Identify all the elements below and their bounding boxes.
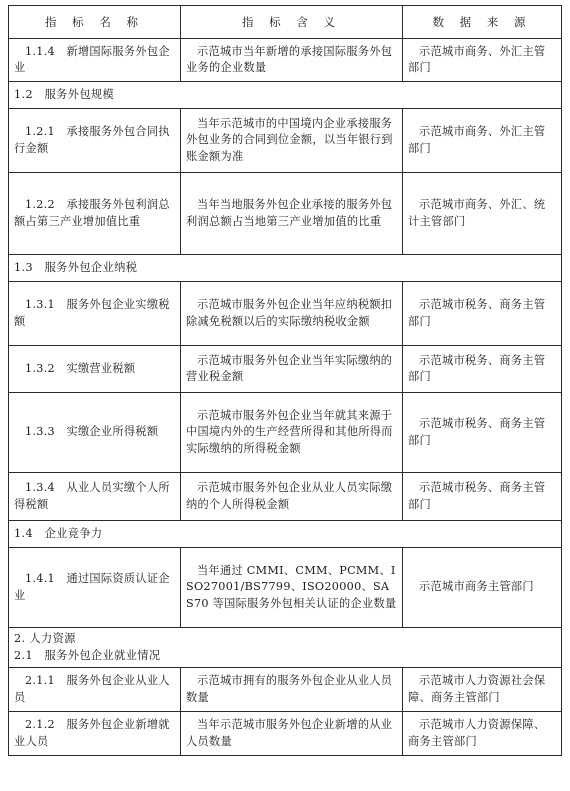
table-row: [9, 39, 562, 82]
section-heading-row: [9, 255, 562, 282]
section-heading: [9, 628, 562, 668]
indicator-meaning-cell: 当年示范城市的中国境内企业承接服务外包业务的合同到位金额，以当年银行到账金额为准: [181, 109, 403, 173]
indicator-name-cell: 2.1.1 服务外包企业从业人员: [9, 668, 181, 712]
table-body: [9, 39, 562, 756]
data-source-cell: 示范城市人力资源社会保障、商务主管部门: [403, 668, 562, 712]
indicator-meaning-cell: 示范城市服务外包企业从业人员实际缴纳的个人所得税金额: [181, 473, 403, 521]
data-source-cell: 示范城市商务、外汇主管部门: [403, 39, 562, 82]
section-heading-row: [9, 521, 562, 548]
indicator-meaning-cell: 示范城市服务外包企业当年实际缴纳的营业税金额: [181, 346, 403, 393]
header-data-source: 数 据 来 源: [403, 6, 562, 39]
section-heading-row: [9, 82, 562, 109]
table-row: [9, 712, 562, 756]
table-row: [9, 668, 562, 712]
table-row: [9, 548, 562, 628]
section-heading-line: 1.4 企业竞争力: [14, 526, 103, 540]
indicator-name-cell: 2.1.2 服务外包企业新增就业人员: [9, 712, 181, 756]
indicator-meaning-cell: 示范城市服务外包企业当年应纳税额扣除减免税额以后的实际缴纳税收金额: [181, 282, 403, 346]
indicator-name-cell: 1.1.4 新增国际服务外包企业: [9, 39, 181, 82]
section-heading-row: [9, 628, 562, 668]
section-heading: [9, 255, 562, 282]
section-heading-line: 1.3 服务外包企业纳税: [14, 260, 138, 274]
indicator-meaning-cell: 当年当地服务外包企业承接的服务外包利润总额占当地第三产业增加值的比重: [181, 173, 403, 255]
data-source-cell: 示范城市商务主管部门: [403, 548, 562, 628]
data-source-cell: 示范城市税务、商务主管部门: [403, 282, 562, 346]
section-heading-line: 1.2 服务外包规模: [14, 87, 115, 101]
table-row: [9, 282, 562, 346]
data-source-cell: 示范城市税务、商务主管部门: [403, 346, 562, 393]
table-row: [9, 393, 562, 473]
indicator-name-cell: 1.3.2 实缴营业税额: [9, 346, 181, 393]
indicator-name-cell: 1.3.4 从业人员实缴个人所得税额: [9, 473, 181, 521]
data-source-cell: 示范城市税务、商务主管部门: [403, 473, 562, 521]
indicator-meaning-cell: 当年示范城市服务外包企业新增的从业人员数量: [181, 712, 403, 756]
table-header-row: [9, 6, 562, 39]
data-source-cell: 示范城市人力资源保障、商务主管部门: [403, 712, 562, 756]
table-row: [9, 173, 562, 255]
indicator-meaning-cell: 示范城市当年新增的承接国际服务外包业务的企业数量: [181, 39, 403, 82]
indicator-name-cell: 1.2.1 承接服务外包合同执行金额: [9, 109, 181, 173]
table-row: [9, 473, 562, 521]
data-source-cell: 示范城市税务、商务主管部门: [403, 393, 562, 473]
data-source-cell: 示范城市商务、外汇、统计主管部门: [403, 173, 562, 255]
section-heading-line: 2. 人力资源: [14, 632, 76, 645]
indicator-meaning-cell: 示范城市服务外包企业当年就其来源于中国境内外的生产经营所得和其他所得而实际缴纳的所得税金额: [181, 393, 403, 473]
table-row: [9, 109, 562, 173]
section-heading: [9, 521, 562, 548]
section-heading-line: 2.1 服务外包企业就业情况: [14, 648, 161, 662]
data-source-cell: 示范城市商务、外汇主管部门: [403, 109, 562, 173]
indicator-meaning-cell: 示范城市拥有的服务外包企业从业人员数量: [181, 668, 403, 712]
indicator-name-cell: 1.3.3 实缴企业所得税额: [9, 393, 181, 473]
indicator-name-cell: 1.2.2 承接服务外包利润总额占第三产业增加值比重: [9, 173, 181, 255]
header-indicator-meaning: 指 标 含 义: [181, 6, 403, 39]
header-indicator-name: 指 标 名 称: [9, 6, 181, 39]
indicator-table: [8, 5, 562, 756]
indicator-meaning-cell: 当年通过 CMMI、CMM、PCMM、ISO27001/BS7799、ISO20000、SAS70 等国际服务外包相关认证的企业数量: [181, 548, 403, 628]
indicator-name-cell: 1.4.1 通过国际资质认证企业: [9, 548, 181, 628]
table-row: [9, 346, 562, 393]
section-heading: [9, 82, 562, 109]
indicator-name-cell: 1.3.1 服务外包企业实缴税额: [9, 282, 181, 346]
